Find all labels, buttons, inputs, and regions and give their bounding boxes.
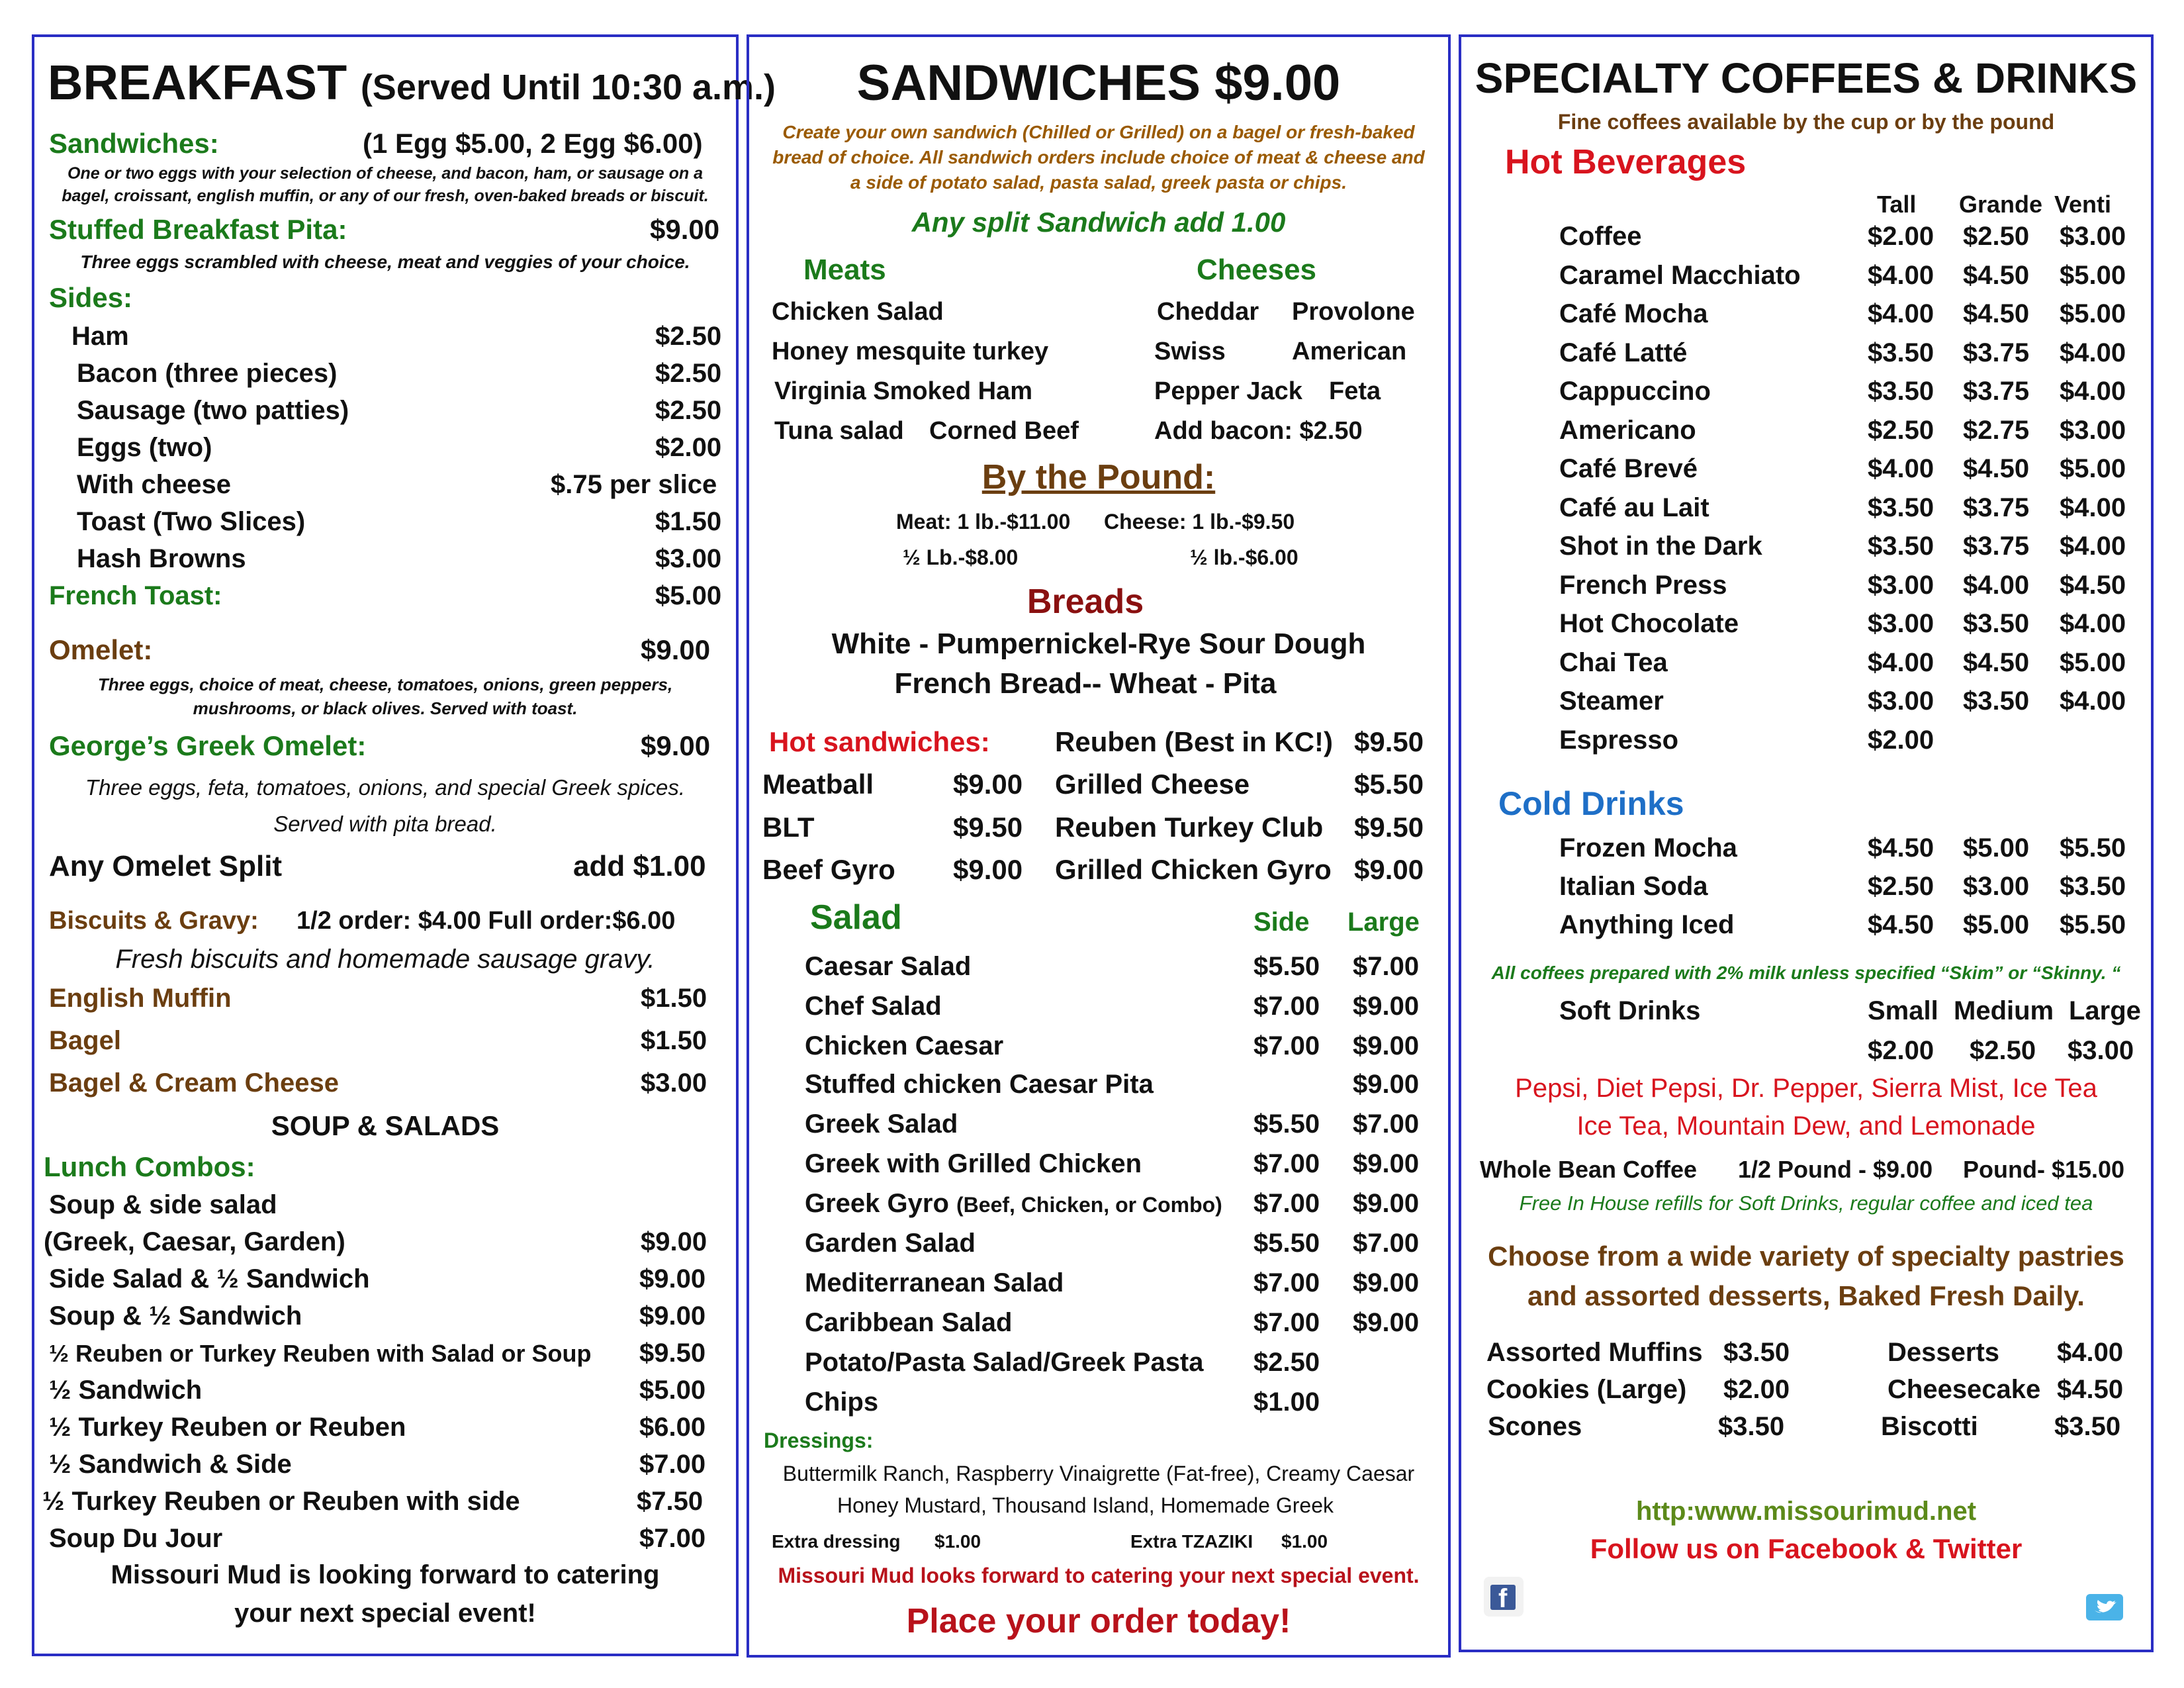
extra-tzaziki: Extra TZAZIKI xyxy=(1130,1531,1253,1552)
meat-item: Virginia Smoked Ham xyxy=(774,377,1032,405)
salad-name-gyro xyxy=(805,1188,1222,1219)
salad-large-price: $7.00 xyxy=(1353,1229,1420,1258)
pound-meat-half: ½ Lb.-$8.00 xyxy=(903,545,1019,569)
hot-drink-price-tall: $2.50 xyxy=(1868,415,1934,445)
english-muffin-price: $1.50 xyxy=(641,984,707,1013)
combo-name: ½ Reuben or Turkey Reuben with Salad or Soup xyxy=(49,1340,592,1367)
combo-name: Soup & ½ Sandwich xyxy=(49,1301,302,1331)
pastry-name: Assorted Muffins xyxy=(1486,1338,1703,1367)
hot-drink-price-grande: $4.50 xyxy=(1963,647,2030,677)
hot-drink-name: Café au Lait xyxy=(1559,492,1709,522)
salad-name: Mediterranean Salad xyxy=(805,1268,1064,1297)
cold-drinks-label: Cold Drinks xyxy=(1498,785,1684,822)
hot-drink-price-tall: $4.00 xyxy=(1868,299,1934,328)
cold-drink-price-tall: $2.50 xyxy=(1868,872,1934,901)
side-price: $2.50 xyxy=(655,322,722,351)
combo-name: ½ Turkey Reuben or Reuben xyxy=(49,1413,406,1442)
omelet-split-label: Any Omelet Split xyxy=(49,850,283,882)
cheeses-label: Cheeses xyxy=(1197,254,1317,286)
cold-drink-price-venti: $5.50 xyxy=(2060,833,2126,863)
salad-large-price: $9.00 xyxy=(1353,1308,1420,1337)
salad-name: Caesar Salad xyxy=(805,952,972,981)
sandwiches-label: Sandwiches: xyxy=(49,128,219,159)
place-order: Place your order today! xyxy=(906,1602,1291,1640)
dressings-list-2: Honey Mustard, Thousand Island, Homemade Greek xyxy=(837,1493,1334,1517)
salad-name: Greek with Grilled Chicken xyxy=(805,1149,1142,1178)
hot-drink-price-venti: $5.00 xyxy=(2060,647,2126,677)
hot-drink-price-venti: $4.00 xyxy=(2060,532,2126,561)
hot-drink-price-tall: $3.00 xyxy=(1868,609,1934,638)
gyro-note: (Beef, Chicken, or Combo) xyxy=(956,1193,1222,1217)
greek-omelet-desc-1: Three eggs, feta, tomatoes, onions, and special Greek spices. xyxy=(85,775,686,800)
whole-bean-half: 1/2 Pound - $9.00 xyxy=(1738,1156,1933,1183)
combo-soup-salad-options: (Greek, Caesar, Garden) xyxy=(44,1227,345,1256)
hot-sandwich-price: $9.00 xyxy=(1354,854,1424,885)
hot-drink-price-tall: $3.50 xyxy=(1868,532,1934,561)
salad-side-price: $7.00 xyxy=(1253,1308,1320,1337)
lunch-combos-label: Lunch Combos: xyxy=(44,1151,255,1182)
refills-note: Free In House refills for Soft Drinks, regular coffee and iced tea xyxy=(1519,1192,2093,1215)
omelet-desc-1: Three eggs, choice of meat, cheese, tomatoes, onions, green peppers, xyxy=(97,675,673,694)
facebook-glyph: f xyxy=(1498,1584,1508,1613)
whole-bean-pound: Pound- $15.00 xyxy=(1963,1156,2125,1183)
side-price: $2.50 xyxy=(655,359,722,388)
omelet-price: $9.00 xyxy=(641,634,711,665)
hot-drink-price-tall: $3.00 xyxy=(1868,570,1934,600)
hot-drink-price-tall: $3.00 xyxy=(1868,686,1934,716)
cold-drink-price-venti: $3.50 xyxy=(2060,872,2126,901)
hot-drink-price-venti: $4.00 xyxy=(2060,377,2126,406)
salad-side-price: $5.50 xyxy=(1253,952,1320,981)
hot-drink-name: Café Brevé xyxy=(1559,454,1698,483)
soup-salads-heading: SOUP & SALADS xyxy=(271,1110,500,1141)
hot-sandwich-name: BLT xyxy=(762,812,815,843)
pastry-name: Cookies (Large) xyxy=(1486,1375,1687,1404)
split-sandwich-note: Any split Sandwich add 1.00 xyxy=(911,207,1286,238)
hot-sandwich-name: Reuben Turkey Club xyxy=(1055,812,1324,843)
side-price: $3.00 xyxy=(655,544,722,573)
hot-drink-price-venti: $4.00 xyxy=(2060,338,2126,367)
salad-side-price: $7.00 xyxy=(1253,1268,1320,1297)
combo-name: ½ Turkey Reuben or Reuben with side xyxy=(42,1487,520,1516)
french-toast-label: French Toast: xyxy=(49,581,222,610)
breads-label: Breads xyxy=(1026,583,1144,621)
combo-price: $5.00 xyxy=(639,1376,706,1405)
soft-drinks-list-2: Ice Tea, Mountain Dew, and Lemonade xyxy=(1576,1111,2036,1141)
hot-drink-price-grande: $4.50 xyxy=(1963,299,2030,328)
breads-list-2: French Bread-- Wheat - Pita xyxy=(894,667,1277,700)
soft-size-large: Large xyxy=(2069,996,2141,1025)
pita-desc: Three eggs scrambled with cheese, meat and veggies of your choice. xyxy=(80,252,690,272)
bagel-label: Bagel xyxy=(49,1026,121,1055)
hot-sandwich-name: Grilled Chicken Gyro xyxy=(1055,854,1332,885)
combo-price: $7.50 xyxy=(637,1487,704,1516)
salad-name: Potato/Pasta Salad/Greek Pasta xyxy=(805,1348,1204,1377)
hot-drink-price-grande: $2.50 xyxy=(1963,222,2030,251)
hot-drink-name: Caramel Macchiato xyxy=(1559,260,1801,290)
extra-dressing-price: $1.00 xyxy=(934,1531,981,1552)
salad-side-price: $7.00 xyxy=(1253,1189,1320,1218)
twitter-bird-icon xyxy=(2086,1594,2123,1620)
pound-cheese: Cheese: 1 lb.-$9.50 xyxy=(1104,510,1295,534)
hot-drink-name: Cappuccino xyxy=(1559,377,1711,406)
soft-price-large: $3.00 xyxy=(2068,1036,2134,1065)
soft-price-medium: $2.50 xyxy=(1970,1036,2036,1065)
salad-large-price: $9.00 xyxy=(1353,1189,1420,1218)
hot-sandwich-price: $9.00 xyxy=(953,854,1023,885)
pastry-name: Cheesecake xyxy=(1888,1375,2041,1404)
facebook-icon[interactable] xyxy=(1484,1577,1524,1617)
cold-drink-price-grande: $5.00 xyxy=(1963,833,2030,863)
hot-sandwich-name: Meatball xyxy=(762,769,874,800)
pastry-price: $3.50 xyxy=(2054,1412,2121,1441)
soft-drinks-label: Soft Drinks xyxy=(1559,996,1701,1025)
website-link[interactable]: http:www.missourimud.net xyxy=(1635,1497,1977,1526)
omelet-label: Omelet: xyxy=(49,634,153,665)
pita-price: $9.00 xyxy=(650,214,720,245)
side-name: Ham xyxy=(71,322,129,351)
hot-drink-price-venti: $4.00 xyxy=(2060,492,2126,522)
salad-name: Greek Salad xyxy=(805,1109,958,1139)
side-name: With cheese xyxy=(77,470,232,499)
hot-sandwiches-label: Hot sandwiches: xyxy=(769,726,990,757)
pastries-text-2: and assorted desserts, Baked Fresh Daily. xyxy=(1527,1280,2085,1311)
omelet-desc-2: mushrooms, or black olives. Served with toast. xyxy=(193,698,578,718)
hot-sandwich-price: $5.50 xyxy=(1354,769,1424,800)
pound-meat: Meat: 1 lb.-$11.00 xyxy=(896,510,1071,534)
breakfast-title-text: BREAKFAST xyxy=(48,55,347,110)
sandwiches-price: (1 Egg $5.00, 2 Egg $6.00) xyxy=(363,128,703,159)
hot-drink-name: Shot in the Dark xyxy=(1559,532,1762,561)
hot-drink-price-venti: $4.50 xyxy=(2060,570,2126,600)
by-the-pound-label: By the Pound: xyxy=(981,458,1216,496)
combo-price: $9.00 xyxy=(639,1301,706,1331)
english-muffin-label: English Muffin xyxy=(49,984,232,1013)
salad-large-price: $7.00 xyxy=(1353,1109,1420,1139)
combo-soup-salad: Soup & side salad xyxy=(49,1190,277,1219)
salad-name: Chef Salad xyxy=(805,992,942,1021)
omelet-split-price: add $1.00 xyxy=(573,850,706,882)
hot-drink-name: Chai Tea xyxy=(1559,647,1668,677)
breakfast-catering-2: your next special event! xyxy=(234,1599,536,1628)
combo-price: $7.00 xyxy=(639,1524,706,1553)
sandwiches-title: SANDWICHES $9.00 xyxy=(856,55,1341,111)
cheese-item: Cheddar xyxy=(1157,298,1259,326)
side-price: $1.50 xyxy=(655,507,722,536)
hot-drink-price-grande: $4.50 xyxy=(1963,454,2030,483)
soft-size-medium: Medium xyxy=(1954,996,2054,1025)
sandwiches-desc-1: Create your own sandwich (Chilled or Grilled) on a bagel or fresh-baked xyxy=(782,122,1415,142)
hot-drink-name: Espresso xyxy=(1559,725,1679,755)
hot-drink-price-grande: $3.75 xyxy=(1963,338,2030,367)
pastry-name: Desserts xyxy=(1888,1338,2000,1367)
size-venti: Venti xyxy=(2054,191,2112,218)
salad-name: Chips xyxy=(805,1387,879,1417)
hot-drink-name: Café Mocha xyxy=(1559,299,1708,328)
hot-drink-price-venti: $3.00 xyxy=(2060,222,2126,251)
sides-label: Sides: xyxy=(49,282,133,313)
hot-drink-price-tall: $4.00 xyxy=(1868,454,1934,483)
salad-side-price: $7.00 xyxy=(1253,1031,1320,1060)
bagel-price: $1.50 xyxy=(641,1026,707,1055)
combo-name: ½ Sandwich xyxy=(49,1376,203,1405)
dressings-list-1: Buttermilk Ranch, Raspberry Vinaigrette (Fat-free), Creamy Caesar xyxy=(782,1462,1415,1485)
breakfast-title-note: (Served Until 10:30 a.m.) xyxy=(360,68,776,107)
pound-cheese-half: ½ lb.-$6.00 xyxy=(1190,545,1298,569)
hot-sandwich-price: $9.50 xyxy=(1354,726,1424,757)
salad-side-price: $5.50 xyxy=(1253,1109,1320,1139)
hot-sandwich-price: $9.00 xyxy=(953,769,1023,800)
hot-drink-price-grande: $4.00 xyxy=(1963,570,2030,600)
gyro-name: Greek Gyro xyxy=(805,1189,949,1218)
salad-large-price: $7.00 xyxy=(1353,952,1420,981)
hot-drink-price-tall: $2.00 xyxy=(1868,222,1934,251)
hot-drink-price-grande: $3.75 xyxy=(1963,377,2030,406)
side-price: $2.00 xyxy=(655,433,722,462)
hot-sandwich-price: $9.50 xyxy=(953,812,1023,843)
biscuits-desc: Fresh biscuits and homemade sausage gravy. xyxy=(115,945,655,974)
pastry-name: Biscotti xyxy=(1881,1412,1978,1441)
hot-drink-name: Coffee xyxy=(1559,222,1642,251)
combo-price: $7.00 xyxy=(639,1450,706,1479)
cheese-item: Provolone xyxy=(1292,298,1415,326)
cold-drink-price-tall: $4.50 xyxy=(1868,833,1934,863)
soft-drinks-list-1: Pepsi, Diet Pepsi, Dr. Pepper, Sierra Mist, Ice Tea xyxy=(1515,1074,2097,1103)
add-bacon: Add bacon: $2.50 xyxy=(1154,417,1363,445)
combo-name: Soup Du Jour xyxy=(49,1524,223,1553)
biscuits-label: Biscuits & Gravy: xyxy=(49,907,259,935)
pastry-price: $3.50 xyxy=(1718,1412,1785,1441)
cheese-item: Swiss xyxy=(1154,338,1226,365)
milk-note: All coffees prepared with 2% milk unless specified “Skim” or “Skinny. “ xyxy=(1491,962,2121,983)
cold-drink-price-grande: $5.00 xyxy=(1963,910,2030,939)
dressings-label: Dressings: xyxy=(764,1429,874,1452)
salad-side-price: $5.50 xyxy=(1253,1229,1320,1258)
combo-name: Side Salad & ½ Sandwich xyxy=(49,1264,370,1293)
breakfast-catering-1: Missouri Mud is looking forward to catering xyxy=(111,1560,660,1589)
coffee-title: SPECIALTY COFFEES & DRINKS xyxy=(1475,54,2138,102)
size-tall: Tall xyxy=(1877,191,1917,218)
bagel-cream-cheese-price: $3.00 xyxy=(641,1068,707,1098)
hot-drink-price-venti: $5.00 xyxy=(2060,260,2126,290)
salad-name: Garden Salad xyxy=(805,1229,976,1258)
hot-drink-price-venti: $5.00 xyxy=(2060,299,2126,328)
hot-drink-price-venti: $5.00 xyxy=(2060,454,2126,483)
extra-dressing: Extra dressing xyxy=(772,1531,901,1552)
large-size-label: Large xyxy=(1347,908,1420,937)
pastry-price: $2.00 xyxy=(1723,1375,1790,1404)
follow-us: Follow us on Facebook & Twitter xyxy=(1590,1533,2023,1564)
hot-drink-name: Steamer xyxy=(1559,686,1664,716)
salad-large-price: $9.00 xyxy=(1353,1031,1420,1060)
cheese-item: American xyxy=(1292,338,1407,365)
sandwiches-catering: Missouri Mud looks forward to catering your next special event. xyxy=(778,1564,1420,1587)
side-price: $.75 per slice xyxy=(551,470,717,499)
hot-drink-price-tall: $4.00 xyxy=(1868,647,1934,677)
hot-sandwich-name: Beef Gyro xyxy=(762,854,895,885)
sandwiches-desc-2: bagel, croissant, english muffin, or any of our fresh, oven-baked breads or biscuit. xyxy=(62,187,709,205)
side-size-label: Side xyxy=(1253,908,1310,937)
meats-label: Meats xyxy=(803,254,886,286)
hot-drink-price-grande: $3.50 xyxy=(1963,686,2030,716)
hot-drink-price-grande: $3.75 xyxy=(1963,532,2030,561)
hot-drink-name: Americano xyxy=(1559,415,1696,445)
salad-name: Caribbean Salad xyxy=(805,1308,1013,1337)
side-name: Hash Browns xyxy=(77,544,246,573)
salad-large-price: $9.00 xyxy=(1353,992,1420,1021)
salad-name: Chicken Caesar xyxy=(805,1031,1004,1060)
hot-drink-name: Hot Chocolate xyxy=(1559,609,1739,638)
greek-omelet-label: George’s Greek Omelet: xyxy=(49,730,367,761)
size-grande: Grande xyxy=(1959,191,2043,218)
hot-drink-price-tall: $2.00 xyxy=(1868,725,1934,755)
pita-label: Stuffed Breakfast Pita: xyxy=(49,214,347,245)
pastry-price: $3.50 xyxy=(1723,1338,1790,1367)
side-price: $2.50 xyxy=(655,396,722,425)
salad-large-price: $9.00 xyxy=(1353,1149,1420,1178)
side-name: Sausage (two patties) xyxy=(77,396,349,425)
pastry-name: Scones xyxy=(1488,1412,1582,1441)
cold-drink-name: Anything Iced xyxy=(1559,910,1735,939)
combo-price: $6.00 xyxy=(639,1413,706,1442)
pastry-price: $4.00 xyxy=(2057,1338,2124,1367)
hot-drink-price-tall: $4.00 xyxy=(1868,260,1934,290)
salad-side-price: $2.50 xyxy=(1253,1348,1320,1377)
hot-drink-price-grande: $3.75 xyxy=(1963,492,2030,522)
salad-side-price: $1.00 xyxy=(1253,1387,1320,1417)
cheese-item: Feta xyxy=(1329,377,1381,405)
hot-drink-price-venti: $4.00 xyxy=(2060,609,2126,638)
pastry-price: $4.50 xyxy=(2057,1375,2124,1404)
breakfast-title xyxy=(48,54,776,111)
pastries-text-1: Choose from a wide variety of specialty pastries xyxy=(1488,1241,2124,1272)
salad-side-price: $7.00 xyxy=(1253,992,1320,1021)
hot-drink-price-tall: $3.50 xyxy=(1868,492,1934,522)
hot-sandwich-price: $9.50 xyxy=(1354,812,1424,843)
salad-large-price: $9.00 xyxy=(1353,1070,1420,1099)
cold-drink-name: Italian Soda xyxy=(1559,872,1708,901)
combo-name: ½ Sandwich & Side xyxy=(49,1450,292,1479)
salad-name: Stuffed chicken Caesar Pita xyxy=(805,1070,1154,1099)
extra-tzaziki-price: $1.00 xyxy=(1281,1531,1328,1552)
hot-drink-price-grande: $3.50 xyxy=(1963,609,2030,638)
hot-drink-price-tall: $3.50 xyxy=(1868,338,1934,367)
cold-drink-price-grande: $3.00 xyxy=(1963,872,2030,901)
soft-price-small: $2.00 xyxy=(1868,1036,1934,1065)
meat-item: Chicken Salad xyxy=(772,298,944,326)
hot-sandwich-name: Reuben (Best in KC!) xyxy=(1055,726,1333,757)
salad-label: Salad xyxy=(810,898,902,937)
whole-bean-label: Whole Bean Coffee xyxy=(1480,1156,1698,1183)
hot-drink-price-venti: $4.00 xyxy=(2060,686,2126,716)
bagel-cream-cheese-label: Bagel & Cream Cheese xyxy=(49,1068,339,1098)
french-toast-price: $5.00 xyxy=(655,581,722,610)
hot-beverages-label: Hot Beverages xyxy=(1505,143,1747,181)
greek-omelet-desc-2: Served with pita bread. xyxy=(273,812,497,836)
combo-price: $9.00 xyxy=(639,1264,706,1293)
breads-list-1: White - Pumpernickel-Rye Sour Dough xyxy=(831,628,1366,660)
cold-drink-name: Frozen Mocha xyxy=(1559,833,1737,863)
cold-drink-price-venti: $5.50 xyxy=(2060,910,2126,939)
hot-drink-name: French Press xyxy=(1559,570,1727,600)
cold-drink-price-tall: $4.50 xyxy=(1868,910,1934,939)
hot-drink-price-tall: $3.50 xyxy=(1868,377,1934,406)
soft-size-small: Small xyxy=(1868,996,1938,1025)
coffee-subtitle: Fine coffees available by the cup or by the pound xyxy=(1557,110,2055,134)
side-name: Bacon (three pieces) xyxy=(77,359,338,388)
salad-side-price: $7.00 xyxy=(1253,1149,1320,1178)
sandwiches-desc-3: a side of potato salad, pasta salad, greek pasta or chips. xyxy=(850,172,1347,193)
cheese-item: Pepper Jack xyxy=(1154,377,1302,405)
hot-drink-price-grande: $4.50 xyxy=(1963,260,2030,290)
side-name: Toast (Two Slices) xyxy=(77,507,306,536)
salad-large-price: $9.00 xyxy=(1353,1268,1420,1297)
meat-item: Honey mesquite turkey xyxy=(772,338,1049,365)
hot-drink-name: Café Latté xyxy=(1559,338,1688,367)
hot-drink-price-grande: $2.75 xyxy=(1963,415,2030,445)
greek-omelet-price: $9.00 xyxy=(641,730,711,761)
hot-sandwich-name: Grilled Cheese xyxy=(1055,769,1250,800)
meat-item: Tuna salad xyxy=(774,417,904,445)
combo-soup-salad-price: $9.00 xyxy=(641,1227,707,1256)
combo-price: $9.50 xyxy=(639,1338,706,1368)
hot-drink-price-venti: $3.00 xyxy=(2060,415,2126,445)
biscuits-price: 1/2 order: $4.00 Full order:$6.00 xyxy=(296,907,676,935)
sandwiches-desc-1: One or two eggs with your selection of cheese, and bacon, ham, or sausage on a xyxy=(68,164,703,183)
twitter-icon[interactable] xyxy=(2086,1594,2123,1620)
meat-item: Corned Beef xyxy=(929,417,1079,445)
sandwiches-desc-2: bread of choice. All sandwich orders include choice of meat & cheese and xyxy=(772,147,1425,167)
side-name: Eggs (two) xyxy=(77,433,212,462)
